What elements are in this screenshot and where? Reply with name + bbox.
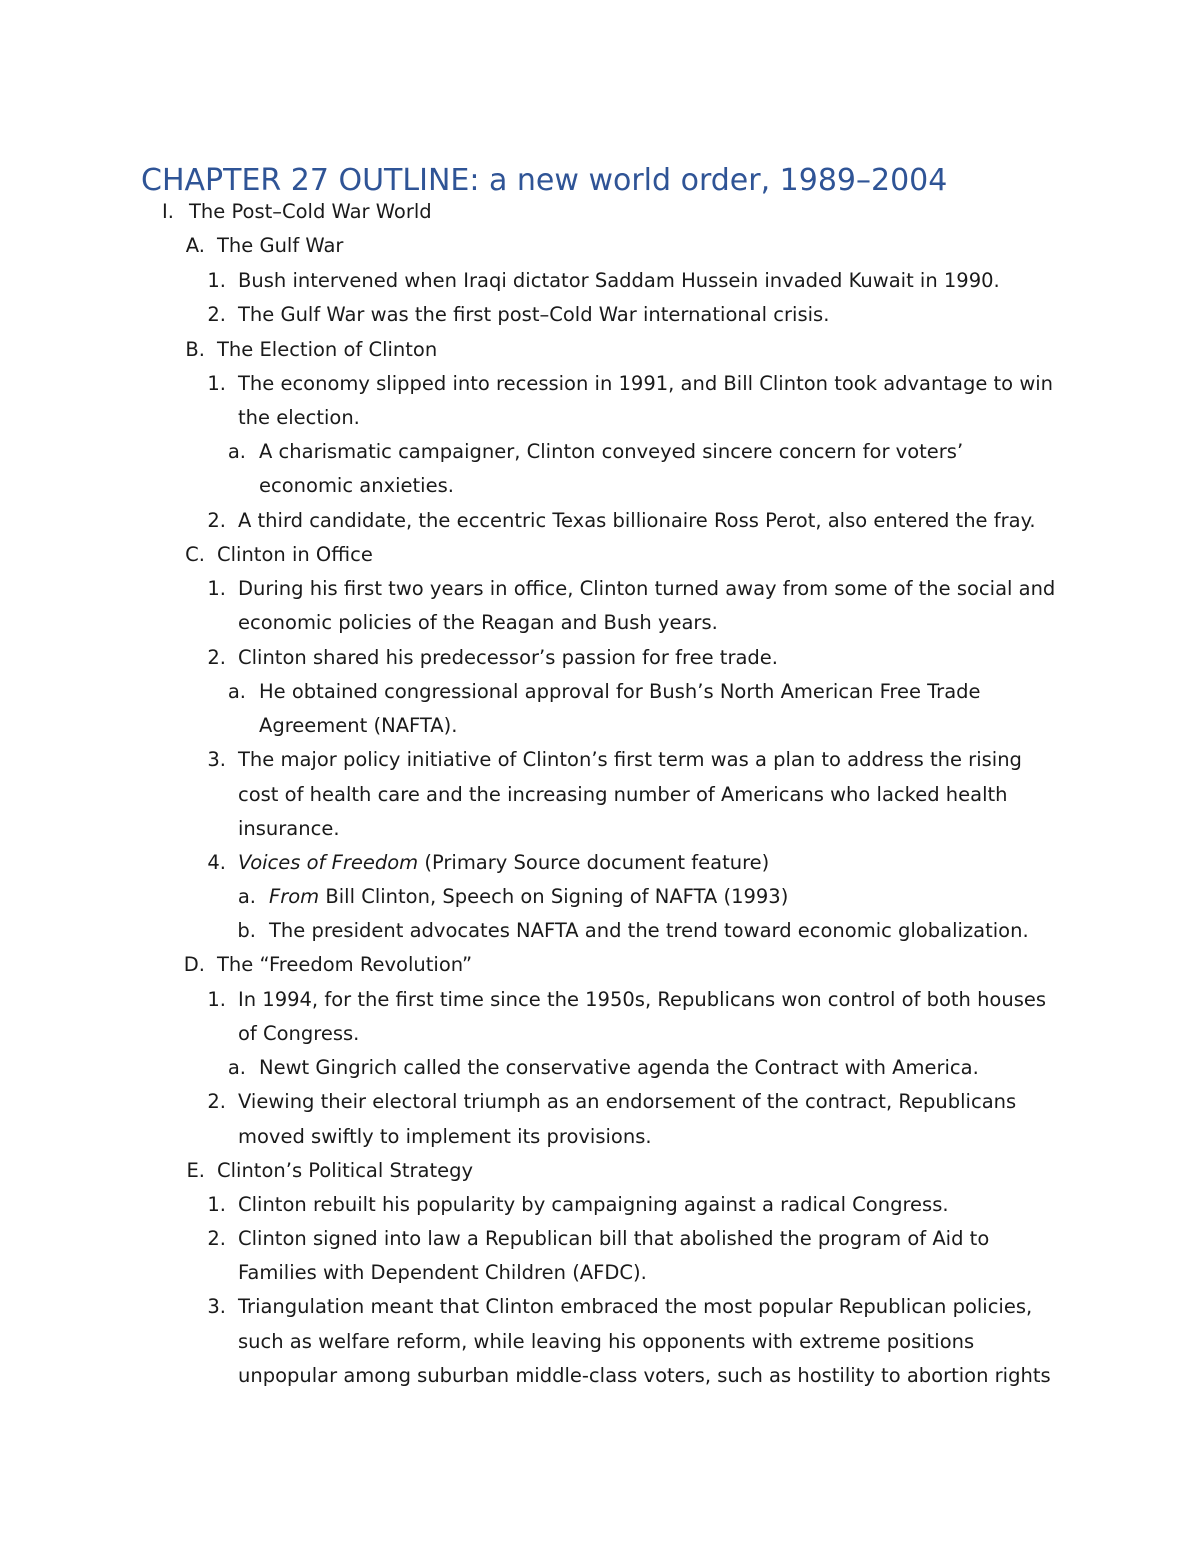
- outline-marker: 2.: [207, 1090, 226, 1113]
- outline-marker: 1.: [207, 372, 226, 395]
- italic-text: Voices of Freedom: [238, 851, 419, 874]
- outline-line: [0, 778, 1200, 812]
- outline-marker: E.: [186, 1159, 205, 1182]
- outline-text: [189, 195, 432, 229]
- outline-text-body: Clinton signed into law a Republican bill that abolished the program of Aid to: [238, 1227, 990, 1250]
- outline-text: [238, 1325, 974, 1359]
- outline-line: [0, 1017, 1200, 1051]
- outline-line: [0, 195, 1200, 229]
- outline-line: [0, 743, 1200, 777]
- outline-line: [0, 983, 1200, 1017]
- outline-line: [0, 641, 1200, 675]
- outline-marker: D.: [183, 953, 205, 976]
- outline-text-body: The Election of Clinton: [217, 338, 438, 361]
- outline-text: [259, 435, 963, 469]
- outline-marker: 1.: [207, 577, 226, 600]
- outline-text: [238, 983, 1046, 1017]
- outline-text: [238, 1256, 647, 1290]
- outline-text-body: of Congress.: [238, 1022, 360, 1045]
- outline-line: [0, 675, 1200, 709]
- outline-text: [238, 367, 1053, 401]
- outline-text-body: Triangulation meant that Clinton embraced the most popular Republican policies,: [238, 1295, 1033, 1318]
- outline-marker: a.: [227, 1056, 246, 1079]
- outline-text: [238, 1359, 1051, 1393]
- outline-text: [238, 1017, 359, 1051]
- outline-line: [0, 1222, 1200, 1256]
- outline-marker: 2.: [207, 1227, 226, 1250]
- outline-text: [259, 675, 981, 709]
- outline-text: [238, 606, 718, 640]
- outline-line: [0, 1256, 1200, 1290]
- outline-text: [238, 1188, 949, 1222]
- outline-line: [0, 264, 1200, 298]
- outline-marker: 3.: [207, 1295, 226, 1318]
- outline-text: [259, 469, 454, 503]
- outline-line: [0, 1359, 1200, 1393]
- outline-text-body: Bush intervened when Iraqi dictator Saddam Hussein invaded Kuwait in 1990.: [238, 269, 1000, 292]
- outline-line: [0, 914, 1200, 948]
- outline-marker: I.: [162, 200, 174, 223]
- outline-text-body: Clinton’s Political Strategy: [217, 1159, 474, 1182]
- outline-text-body: A charismatic campaigner, Clinton conveyed sincere concern for voters’: [259, 440, 964, 463]
- outline-text-body: The major policy initiative of Clinton’s first term was a plan to address the rising: [238, 748, 1022, 771]
- outline-text: [217, 1154, 473, 1188]
- outline-line: [0, 1051, 1200, 1085]
- outline-text-body: Clinton rebuilt his popularity by campaigning against a radical Congress.: [238, 1193, 949, 1216]
- outline-text: [217, 229, 343, 263]
- outline-text-body: economic anxieties.: [259, 474, 454, 497]
- outline-marker: 1.: [207, 1193, 226, 1216]
- outline-text-body: such as welfare reform, while leaving his opponents with extreme positions: [238, 1330, 975, 1353]
- outline-text: [238, 1290, 1032, 1324]
- outline-text-body: During his first two years in office, Clinton turned away from some of the social and: [238, 577, 1056, 600]
- outline-text: [238, 1222, 989, 1256]
- outline-text-body: the election.: [238, 406, 360, 429]
- outline-text-body: Clinton in Office: [217, 543, 373, 566]
- outline-text: [238, 812, 340, 846]
- outline-text: [217, 538, 373, 572]
- outline-text-body: unpopular among suburban middle-class voters, such as hostility to abortion rights: [238, 1364, 1051, 1387]
- outline-line: [0, 504, 1200, 538]
- outline-text-body: Families with Dependent Children (AFDC).: [238, 1261, 647, 1284]
- outline-marker: b.: [237, 919, 256, 942]
- outline-line: [0, 298, 1200, 332]
- outline-text-body: The Post–Cold War World: [189, 200, 432, 223]
- outline-line: [0, 1290, 1200, 1324]
- outline-line: [0, 812, 1200, 846]
- outline-marker: 2.: [207, 646, 226, 669]
- outline-text-body: Bill Clinton, Speech on Signing of NAFTA (1993): [319, 885, 789, 908]
- outline-line: [0, 367, 1200, 401]
- outline-line: [0, 1085, 1200, 1119]
- outline-line: [0, 333, 1200, 367]
- outline-text-body: moved swiftly to implement its provisions.: [238, 1125, 652, 1148]
- outline-text: [269, 914, 1029, 948]
- outline-marker: 2.: [207, 303, 226, 326]
- outline-text-body: The president advocates NAFTA and the trend toward economic globalization.: [269, 919, 1029, 942]
- outline-marker: a.: [237, 885, 256, 908]
- outline-text-body: Viewing their electoral triumph as an endorsement of the contract, Republicans: [238, 1090, 1017, 1113]
- outline-text-body: In 1994, for the first time since the 1950s, Republicans won control of both houses: [238, 988, 1047, 1011]
- outline-line: [0, 572, 1200, 606]
- outline-line: [0, 709, 1200, 743]
- page-title: CHAPTER 27 OUTLINE: a new world order, 1989–2004: [141, 163, 948, 198]
- outline-text: [238, 572, 1055, 606]
- italic-text: From: [269, 885, 320, 908]
- outline-text: [238, 264, 1000, 298]
- outline-text-body: The Gulf War: [217, 234, 344, 257]
- outline-text-body: insurance.: [238, 817, 340, 840]
- outline-text-body: Agreement (NAFTA).: [259, 714, 458, 737]
- outline-marker: 4.: [207, 851, 226, 874]
- outline-line: [0, 948, 1200, 982]
- outline-line: [0, 846, 1200, 880]
- outline-text: [238, 1120, 652, 1154]
- outline-text: [269, 880, 788, 914]
- outline-marker: 1.: [207, 988, 226, 1011]
- outline-text: [238, 298, 829, 332]
- outline-marker: 2.: [207, 509, 226, 532]
- outline-text-body: Clinton shared his predecessor’s passion for free trade.: [238, 646, 778, 669]
- outline-line: [0, 1325, 1200, 1359]
- outline-text: [238, 504, 1036, 538]
- outline-text: [259, 1051, 979, 1085]
- outline-text: [238, 743, 1022, 777]
- outline-text: [259, 709, 457, 743]
- outline-text: [217, 948, 472, 982]
- outline-text: [238, 846, 769, 880]
- outline-line: [0, 880, 1200, 914]
- outline-marker: a.: [227, 440, 246, 463]
- outline-marker: B.: [185, 338, 205, 361]
- outline-line: [0, 538, 1200, 572]
- outline-text-body: A third candidate, the eccentric Texas billionaire Ross Perot, also entered the fray.: [238, 509, 1036, 532]
- outline-marker: 1.: [207, 269, 226, 292]
- outline-marker: a.: [227, 680, 246, 703]
- outline-marker: 3.: [207, 748, 226, 771]
- outline-line: [0, 1120, 1200, 1154]
- outline-line: [0, 435, 1200, 469]
- outline-marker: C.: [185, 543, 205, 566]
- outline-text-body: cost of health care and the increasing number of Americans who lacked health: [238, 783, 1008, 806]
- outline-text: [238, 641, 778, 675]
- outline-line: [0, 606, 1200, 640]
- outline-text-body: The economy slipped into recession in 1991, and Bill Clinton took advantage to win: [238, 372, 1054, 395]
- outline-text: [238, 1085, 1016, 1119]
- outline-line: [0, 1188, 1200, 1222]
- outline-line: [0, 401, 1200, 435]
- outline-text-body: Newt Gingrich called the conservative agenda the Contract with America.: [259, 1056, 979, 1079]
- outline-line: [0, 1154, 1200, 1188]
- outline-text: [238, 778, 1008, 812]
- outline-text: [217, 333, 437, 367]
- outline-marker: A.: [185, 234, 205, 257]
- outline-text-body: economic policies of the Reagan and Bush years.: [238, 611, 718, 634]
- outline-text-body: The “Freedom Revolution”: [217, 953, 473, 976]
- outline-text-body: The Gulf War was the first post–Cold War international crisis.: [238, 303, 830, 326]
- outline-text: [238, 401, 360, 435]
- outline-text-body: He obtained congressional approval for Bush’s North American Free Trade: [259, 680, 981, 703]
- outline-text-body: (Primary Source document feature): [418, 851, 770, 874]
- outline-line: [0, 229, 1200, 263]
- outline-line: [0, 469, 1200, 503]
